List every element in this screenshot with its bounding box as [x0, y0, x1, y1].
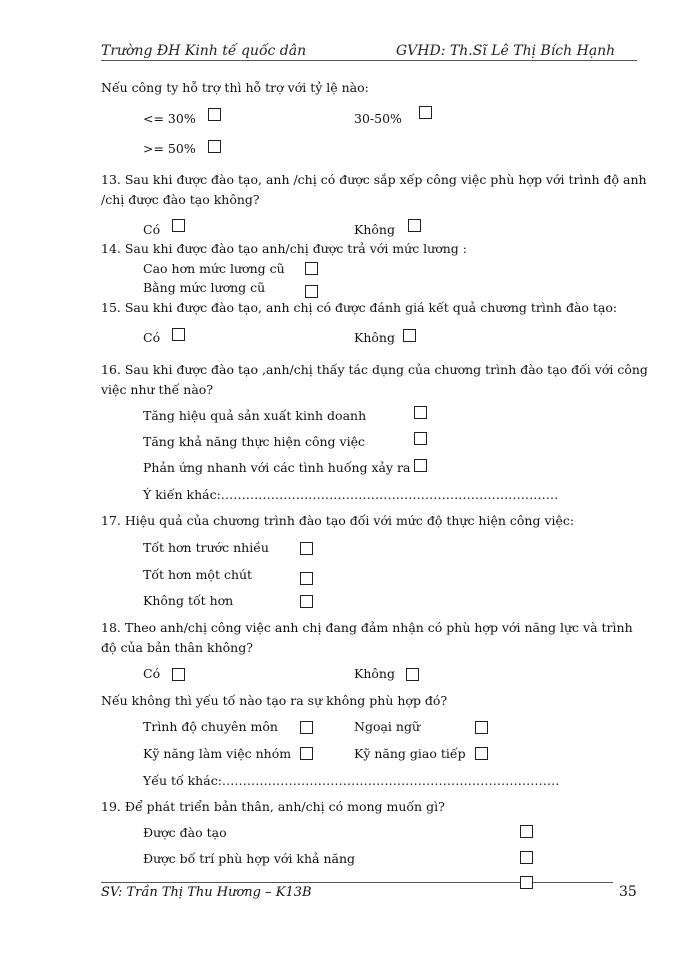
q14-option-label: Bằng mức lương cũ	[143, 280, 266, 295]
q16-option-checkbox[interactable]	[414, 406, 427, 419]
q13-no-label: Không	[354, 222, 395, 237]
q16-question: 16. Sau khi được đào tạo ,anh/chị thấy tác dụng của chương trình đào tạo đối với công	[101, 362, 648, 377]
support-option-checkbox[interactable]	[208, 140, 221, 153]
q19-question: 19. Để phát triển bản thân, anh/chị có mong muốn gì?	[101, 799, 445, 814]
q16-other: Ý kiến khác:………………………………………………………………………	[143, 487, 559, 502]
q16-option-checkbox[interactable]	[414, 459, 427, 472]
header-rule	[101, 60, 637, 61]
header-school: Trường ĐH Kinh tế quốc dân	[101, 43, 307, 59]
q17-option-label: Tốt hơn một chút	[143, 567, 253, 582]
q15-no-label: Không	[354, 330, 395, 345]
page-number: 35	[619, 884, 637, 900]
q14-option-checkbox[interactable]	[305, 262, 318, 275]
support-option-label: >= 50%	[143, 141, 196, 156]
q17-option-checkbox[interactable]	[300, 542, 313, 555]
q18-yes-checkbox[interactable]	[172, 668, 185, 681]
q15-yes-label: Có	[143, 330, 161, 345]
footer-rule	[101, 882, 613, 883]
q18-option-checkbox[interactable]	[300, 747, 313, 760]
q13-question-cont: /chị được đào tạo không?	[101, 192, 260, 207]
q13-question: 13. Sau khi được đào tạo, anh /chị có được sắp xếp công việc phù hợp với trình độ anh	[101, 172, 647, 187]
q18-option-checkbox[interactable]	[475, 747, 488, 760]
q18-other: Yếu tố khác:………………………………………………………………………	[143, 773, 560, 788]
footer-student: SV: Trần Thị Thu Hương – K13B	[101, 885, 312, 900]
q16-option-label: Tăng khả năng thực hiện công việc	[143, 434, 365, 449]
q14-option-label: Cao hơn mức lương cũ	[143, 261, 285, 276]
q19-option-checkbox[interactable]	[520, 851, 533, 864]
support-option-label: 30-50%	[354, 111, 402, 126]
support-question: Nếu công ty hỗ trợ thì hỗ trợ với tỷ lệ nào:	[101, 80, 369, 95]
q19-option-label: Được đào tạo	[143, 825, 227, 840]
q17-question: 17. Hiệu quả của chương trình đào tạo đối với mức độ thực hiện công việc:	[101, 513, 575, 528]
q18-yes-label: Có	[143, 666, 161, 681]
support-option-checkbox[interactable]	[208, 108, 221, 121]
q16-question-cont: việc như thế nào?	[101, 382, 214, 397]
q15-question: 15. Sau khi được đào tạo, anh chị có được đánh giá kết quả chương trình đào tạo:	[101, 300, 618, 315]
q14-question: 14. Sau khi được đào tạo anh/chị được trả với mức lương :	[101, 241, 467, 256]
q15-yes-checkbox[interactable]	[172, 328, 185, 341]
support-option-label: <= 30%	[143, 111, 196, 126]
q13-yes-label: Có	[143, 222, 161, 237]
q17-option-label: Tốt hơn trước nhiều	[143, 540, 269, 555]
q18-question: 18. Theo anh/chị công việc anh chị đang đảm nhận có phù hợp với năng lực và trình	[101, 620, 633, 635]
q18-followup: Nếu không thì yếu tố nào tạo ra sự không phù hợp đó?	[101, 693, 448, 708]
q15-no-checkbox[interactable]	[403, 329, 416, 342]
q14-option-checkbox[interactable]	[305, 285, 318, 298]
q17-option-checkbox[interactable]	[300, 572, 313, 585]
q18-option-label: Kỹ năng làm việc nhóm	[143, 746, 292, 761]
support-option-checkbox[interactable]	[419, 106, 432, 119]
q13-no-checkbox[interactable]	[408, 219, 421, 232]
q18-option-label: Ngoại ngữ	[354, 719, 420, 734]
q16-option-checkbox[interactable]	[414, 432, 427, 445]
q19-option-checkbox[interactable]	[520, 825, 533, 838]
q18-option-label: Kỹ năng giao tiếp	[354, 746, 466, 761]
header-advisor: GVHD: Th.Sĩ Lê Thị Bích Hạnh	[396, 43, 616, 59]
q17-option-checkbox[interactable]	[300, 595, 313, 608]
q18-no-label: Không	[354, 666, 395, 681]
q18-question-cont: độ của bản thân không?	[101, 640, 253, 655]
q19-option-checkbox[interactable]	[520, 876, 533, 889]
q18-option-checkbox[interactable]	[300, 721, 313, 734]
q18-option-checkbox[interactable]	[475, 721, 488, 734]
q16-option-label: Tăng hiệu quả sản xuất kinh doanh	[143, 408, 367, 423]
q19-option-label: Được bố trí phù hợp với khả năng	[143, 851, 356, 866]
q16-option-label: Phản ứng nhanh với các tình huống xảy ra	[143, 460, 411, 475]
q18-no-checkbox[interactable]	[406, 668, 419, 681]
q17-option-label: Không tốt hơn	[143, 593, 234, 608]
q18-option-label: Trình độ chuyên môn	[143, 719, 278, 734]
q13-yes-checkbox[interactable]	[172, 219, 185, 232]
